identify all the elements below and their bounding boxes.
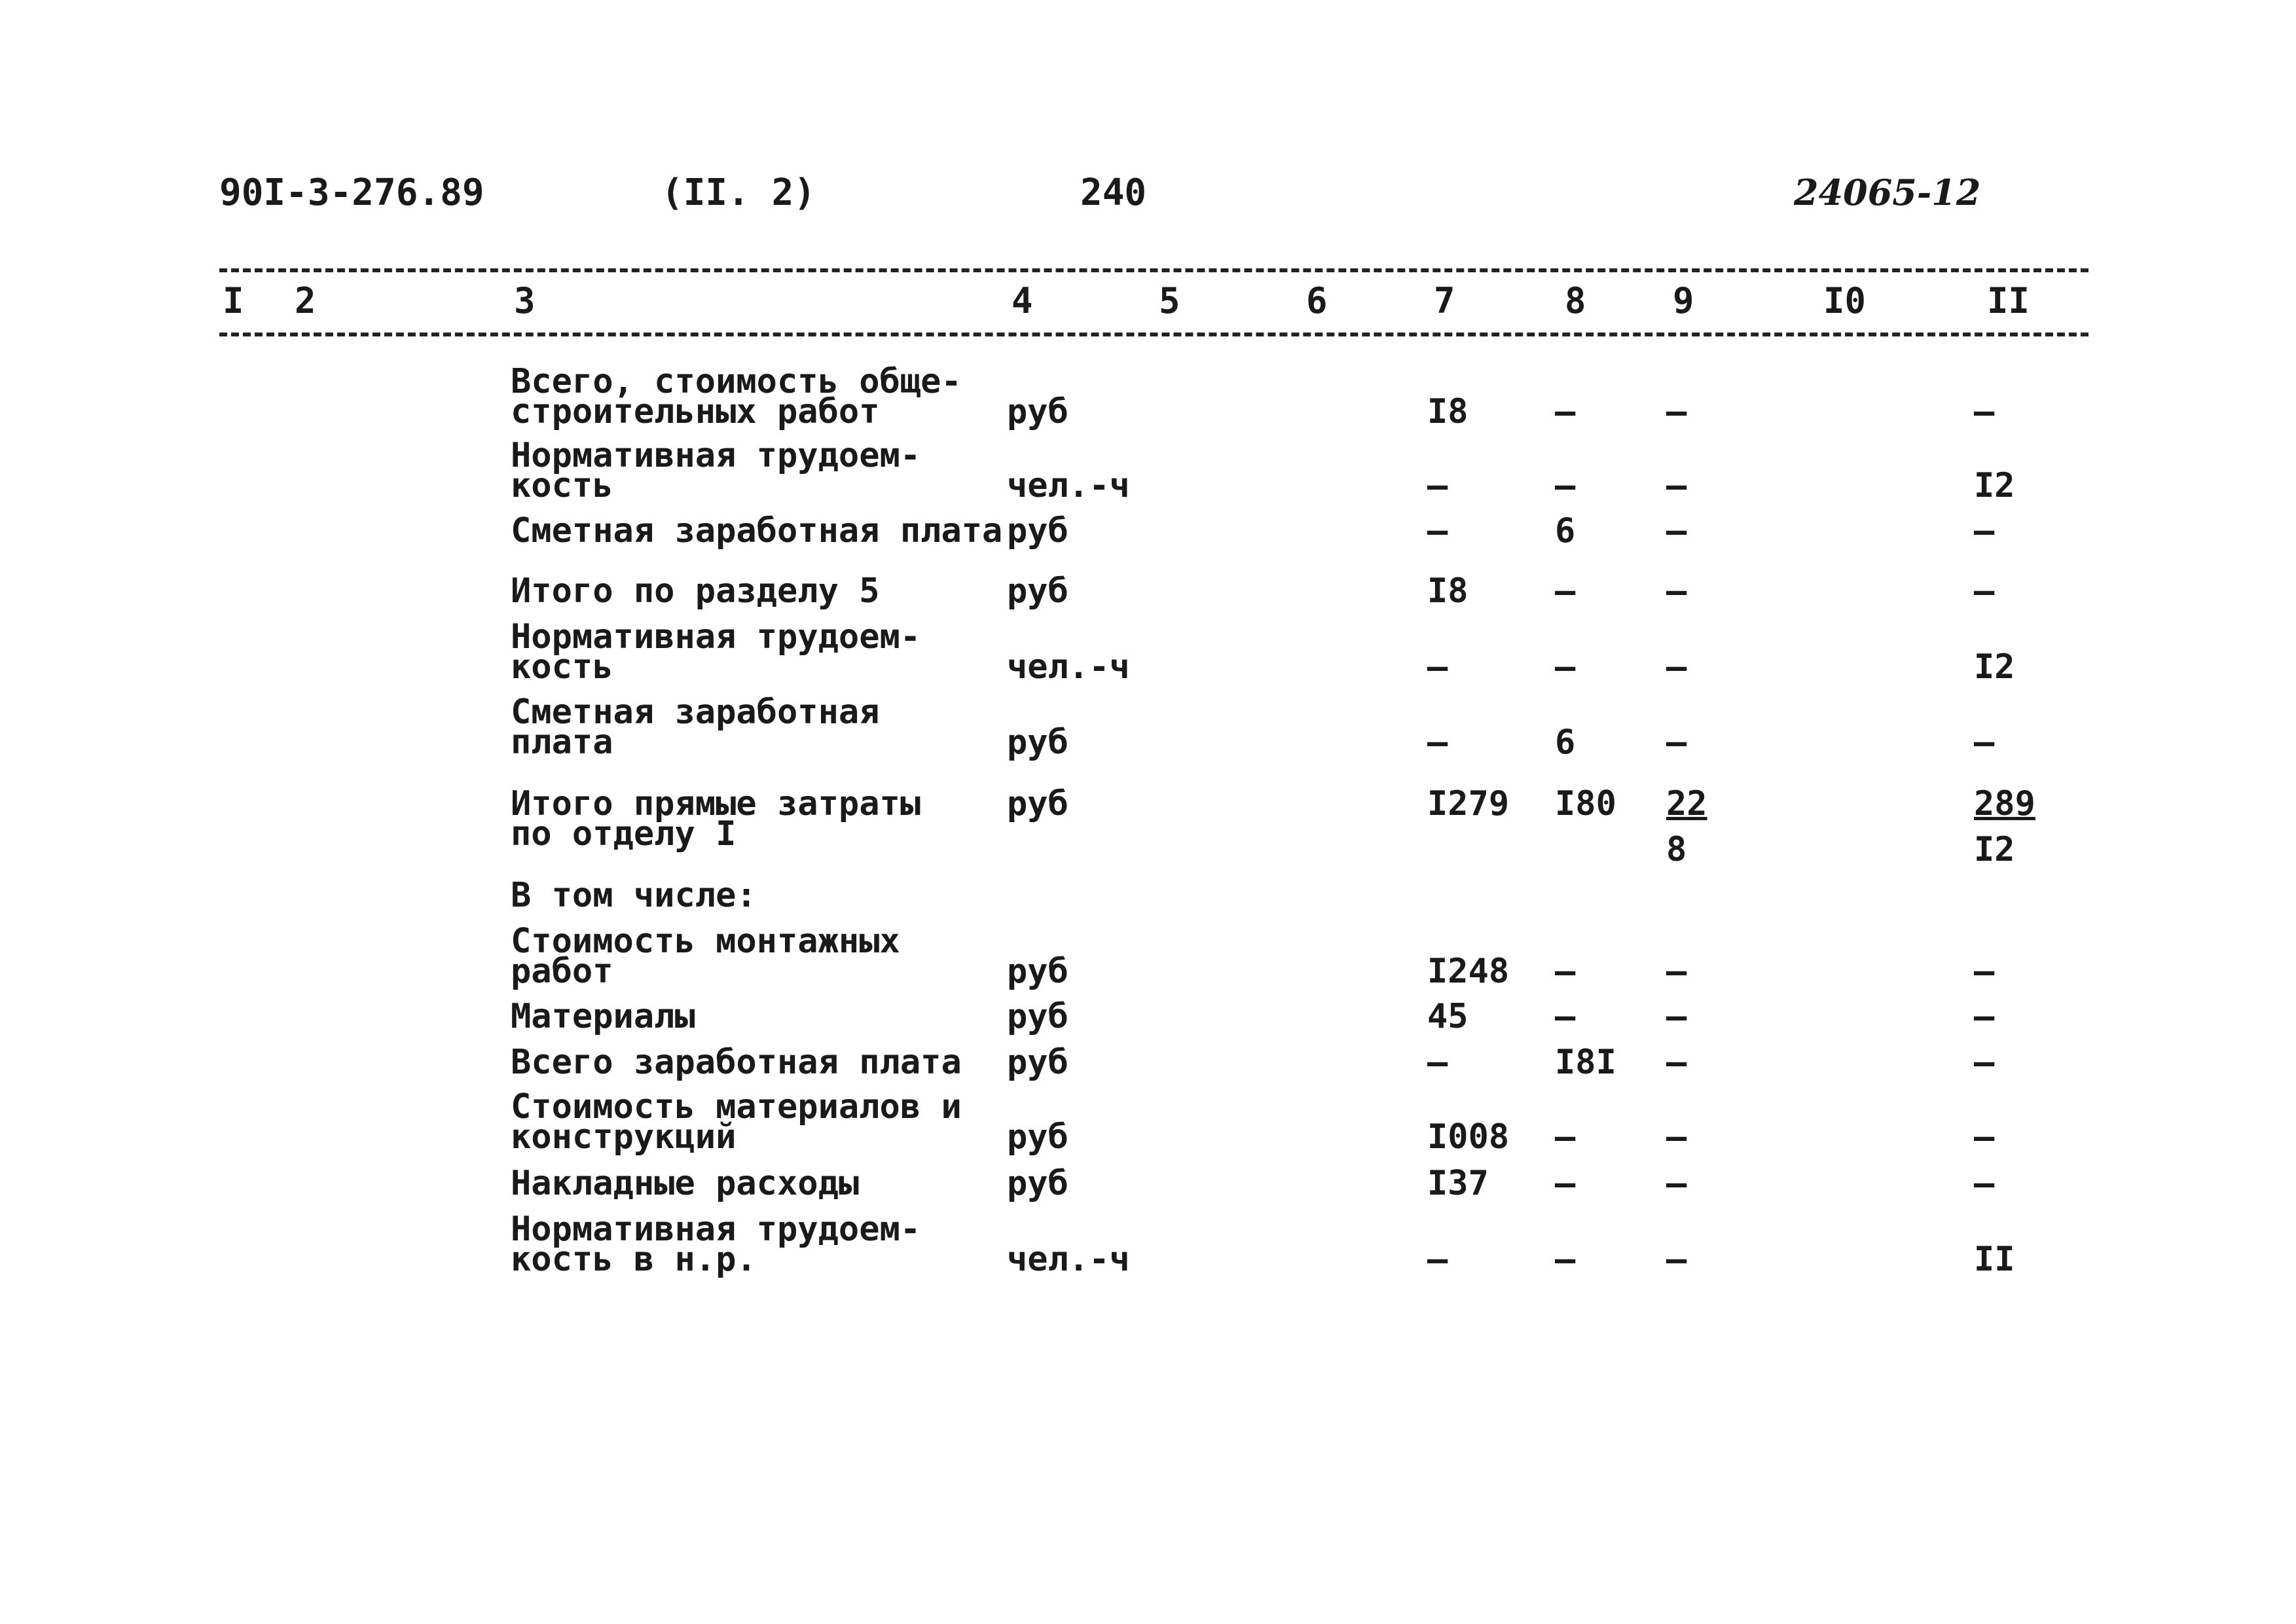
row-col9: – xyxy=(1666,997,1687,1036)
row-label: Сметная заработная плата xyxy=(511,693,880,762)
volume-ref: (II. 2) xyxy=(661,171,816,214)
row-col7: – xyxy=(1427,1043,1448,1082)
row-label: В том числе: xyxy=(511,876,757,915)
row-col9: – xyxy=(1666,392,1687,431)
row-col9: – xyxy=(1666,952,1687,991)
row-col11: I2 xyxy=(1974,647,2015,687)
row-col7: 45 xyxy=(1427,997,1468,1036)
col-num-3: 3 xyxy=(514,280,536,321)
row-col7: I279 xyxy=(1427,784,1510,823)
col-num-2: 2 xyxy=(295,280,316,321)
document-code: 90I-3-276.89 xyxy=(219,171,484,214)
row-col11: – xyxy=(1974,1164,1995,1203)
row-col8: – xyxy=(1555,1240,1576,1279)
row-col11: – xyxy=(1974,571,1995,611)
row-col8: I80 xyxy=(1555,784,1616,823)
row-label: Сметная заработная плата xyxy=(511,511,1003,550)
row-unit: руб xyxy=(1007,997,1068,1036)
col-num-5: 5 xyxy=(1159,280,1180,321)
row-col11: – xyxy=(1974,1043,1995,1082)
row-col8: 6 xyxy=(1555,723,1576,762)
row-col11: II xyxy=(1974,1240,2015,1279)
row-label: Накладные расходы xyxy=(511,1164,860,1203)
row-col7: I008 xyxy=(1427,1117,1510,1157)
row-col11: – xyxy=(1974,511,1995,550)
row-col7: I37 xyxy=(1427,1164,1489,1203)
row-col11: – xyxy=(1974,392,1995,431)
row-label: Нормативная трудоем- кость xyxy=(511,617,921,687)
row-unit: чел.-ч xyxy=(1007,1240,1130,1279)
row-label: Нормативная трудоем- кость в н.р. xyxy=(511,1210,921,1279)
row-label: Итого прямые затраты по отделу I xyxy=(511,784,921,854)
col-num-10: I0 xyxy=(1823,280,1867,321)
row-col8: – xyxy=(1555,466,1576,505)
row-col7: – xyxy=(1427,511,1448,550)
row-col8: – xyxy=(1555,647,1576,687)
row-col8: I8I xyxy=(1555,1043,1616,1082)
row-col9 xyxy=(1666,784,1745,823)
row-label: Всего заработная плата xyxy=(511,1043,962,1082)
row-col7: – xyxy=(1427,466,1448,505)
col-num-1: I xyxy=(223,280,244,321)
row-col7: – xyxy=(1427,1240,1448,1279)
row-col11: – xyxy=(1974,723,1995,762)
row-col11: – xyxy=(1974,1117,1995,1157)
row-col9: – xyxy=(1666,466,1687,505)
row-col11-denominator: I2 xyxy=(1974,830,2015,869)
row-col7: – xyxy=(1427,723,1448,762)
row-col11: – xyxy=(1974,952,1995,991)
row-col8: – xyxy=(1555,1117,1576,1157)
row-col11 xyxy=(1974,784,2035,823)
row-unit: руб xyxy=(1007,723,1068,762)
row-col8: – xyxy=(1555,952,1576,991)
row-unit: руб xyxy=(1007,784,1068,823)
row-label: Итого по разделу 5 xyxy=(511,571,880,611)
col-num-8: 8 xyxy=(1565,280,1586,321)
row-col9: – xyxy=(1666,1164,1687,1203)
row-col9: – xyxy=(1666,647,1687,687)
row-col9: – xyxy=(1666,571,1687,611)
row-col9: – xyxy=(1666,723,1687,762)
row-col9: – xyxy=(1666,1117,1687,1157)
col-num-4: 4 xyxy=(1011,280,1033,321)
row-col11: I2 xyxy=(1974,466,2015,505)
col-num-7: 7 xyxy=(1434,280,1455,321)
row-unit: руб xyxy=(1007,1043,1068,1082)
row-label: Стоимость монтажных работ xyxy=(511,922,900,991)
row-col7: I8 xyxy=(1427,571,1468,611)
row-col7: I8 xyxy=(1427,392,1468,431)
row-col9-numerator: 22 xyxy=(1666,784,1707,823)
col-num-11: II xyxy=(1987,280,2030,321)
row-label: Материалы xyxy=(511,997,695,1036)
row-col9: – xyxy=(1666,1240,1687,1279)
row-col8: – xyxy=(1555,571,1576,611)
row-col8: – xyxy=(1555,997,1576,1036)
row-label: Нормативная трудоем- кость xyxy=(511,436,921,505)
row-col9: – xyxy=(1666,1043,1687,1082)
row-unit: руб xyxy=(1007,392,1068,431)
row-label: Всего, стоимость обще- строительных работ xyxy=(511,362,962,431)
row-unit: руб xyxy=(1007,952,1068,991)
col-num-9: 9 xyxy=(1673,280,1694,321)
row-col9-denominator: 8 xyxy=(1666,830,1687,869)
row-unit: чел.-ч xyxy=(1007,466,1130,505)
row-col8: – xyxy=(1555,392,1576,431)
row-unit: руб xyxy=(1007,511,1068,550)
row-unit: руб xyxy=(1007,1164,1068,1203)
row-unit: руб xyxy=(1007,1117,1068,1157)
row-col7: I248 xyxy=(1427,952,1510,991)
row-col7: – xyxy=(1427,647,1448,687)
row-unit: руб xyxy=(1007,571,1068,611)
col-num-6: 6 xyxy=(1306,280,1328,321)
document-number: 24065-12 xyxy=(1794,171,1981,213)
row-col9: – xyxy=(1666,511,1687,550)
row-col8: 6 xyxy=(1555,511,1576,550)
row-unit: чел.-ч xyxy=(1007,647,1130,687)
row-col11: – xyxy=(1974,997,1995,1036)
row-col11-numerator: 289 xyxy=(1974,784,2035,823)
row-label: Стоимость материалов и конструкций xyxy=(511,1087,962,1157)
page-number: 240 xyxy=(1080,171,1147,214)
row-col8: – xyxy=(1555,1164,1576,1203)
